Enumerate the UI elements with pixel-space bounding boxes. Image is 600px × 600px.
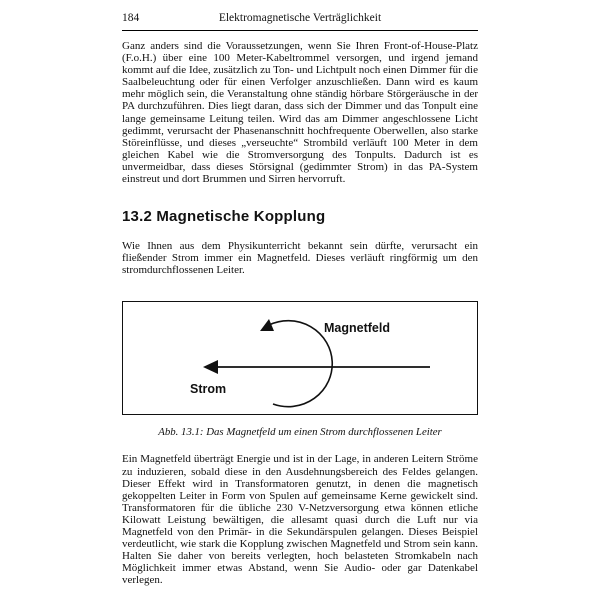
magnetfeld-label: Magnetfeld xyxy=(324,321,390,336)
page-number: 184 xyxy=(122,12,140,24)
figure-diagram xyxy=(123,302,477,414)
figure-caption: Abb. 13.1: Das Magnetfeld um einen Strom durchflossenen Leiter xyxy=(158,426,442,439)
running-header-title: Elektromagnetische Verträglichkeit xyxy=(218,12,382,24)
field-loop-arrowhead-icon xyxy=(260,319,274,331)
page-header xyxy=(122,12,478,31)
body-paragraph-2: Wie Ihnen aus dem Physikunterricht bekannt sein dürfte, verursacht ein fließender Strom immer ein Magnetfeld. Dieses verläuft ringförmig um den stromdurchflossenen Leiter. xyxy=(122,240,478,277)
figure-box xyxy=(122,301,478,415)
field-loop-arc xyxy=(269,321,332,407)
body-paragraph-1: Ganz anders sind die Voraussetzungen, wenn Sie Ihren Front-of-House-Platz (F.o.H.) über eine 100 Meter-Kabeltrommel versorgen, und irgend jemand kommt auf die Idee, zusätzlich zu Ton- und Lichtpult noch einen Dimmer für die Saalbeleuchtung oder für einen Verfolger anzuschließen. Dann wird es kaum mehr möglich sein, die Veranstaltung ohne ständig hörbare Störgeräusche in der PA durchzuführen. Dies liegt daran, dass sich der Dimmer und das Tonpult eine lange gemeinsame Leitung teilen. Wird das am Dimmer angeschlossene Licht gedimmt, verursacht der Phasenanschnitt hochfrequente Oberwellen, also starke Störeinflüsse, und dieses „verseuchte“ Strombild verläuft 100 Meter in dem gleichen Kabel wie die Stromversorgung des Tonpults. Dadurch ist es unvermeidbar, dass dieses Störsignal (gedimmter Strom) in das PA-System einstreut und dort Brummen und Sirren hervorruft. xyxy=(122,40,478,186)
strom-label: Strom xyxy=(190,382,227,397)
body-paragraph-3: Ein Magnetfeld überträgt Energie und ist in der Lage, in anderen Leitern Ströme zu induzieren, sobald diese in den Ausdehnungsbereich des Feldes gelangen. Dieser Effekt wird in Transformatoren genutzt, in denen die magnetisch gekoppelten Leiter in Form von Spulen auf gemeinsame Kerne gewickelt sind. Transformatoren für die übliche 230 V-Netzversorgung etwa können etliche Kilowatt Leistung bewältigen, die allesamt quasi durch die Luft nur via Magnetfeld von den Primär- in die Sekundärspulen gelangen. Dieses Beispiel verdeutlicht, wie stark die Kopplung zwischen Magnetfeld und Strom sein kann. Halten Sie daher von bereits verlegten, hoch belasteten Stromkabeln nach Möglichkeit immer etwas Abstand, wenn Sie Audio- oder gar Datenkabel verlegen. xyxy=(122,453,478,587)
section-heading: 13.2 Magnetische Kopplung xyxy=(122,208,326,226)
page-content xyxy=(122,12,478,586)
current-arrowhead-icon xyxy=(203,360,218,374)
